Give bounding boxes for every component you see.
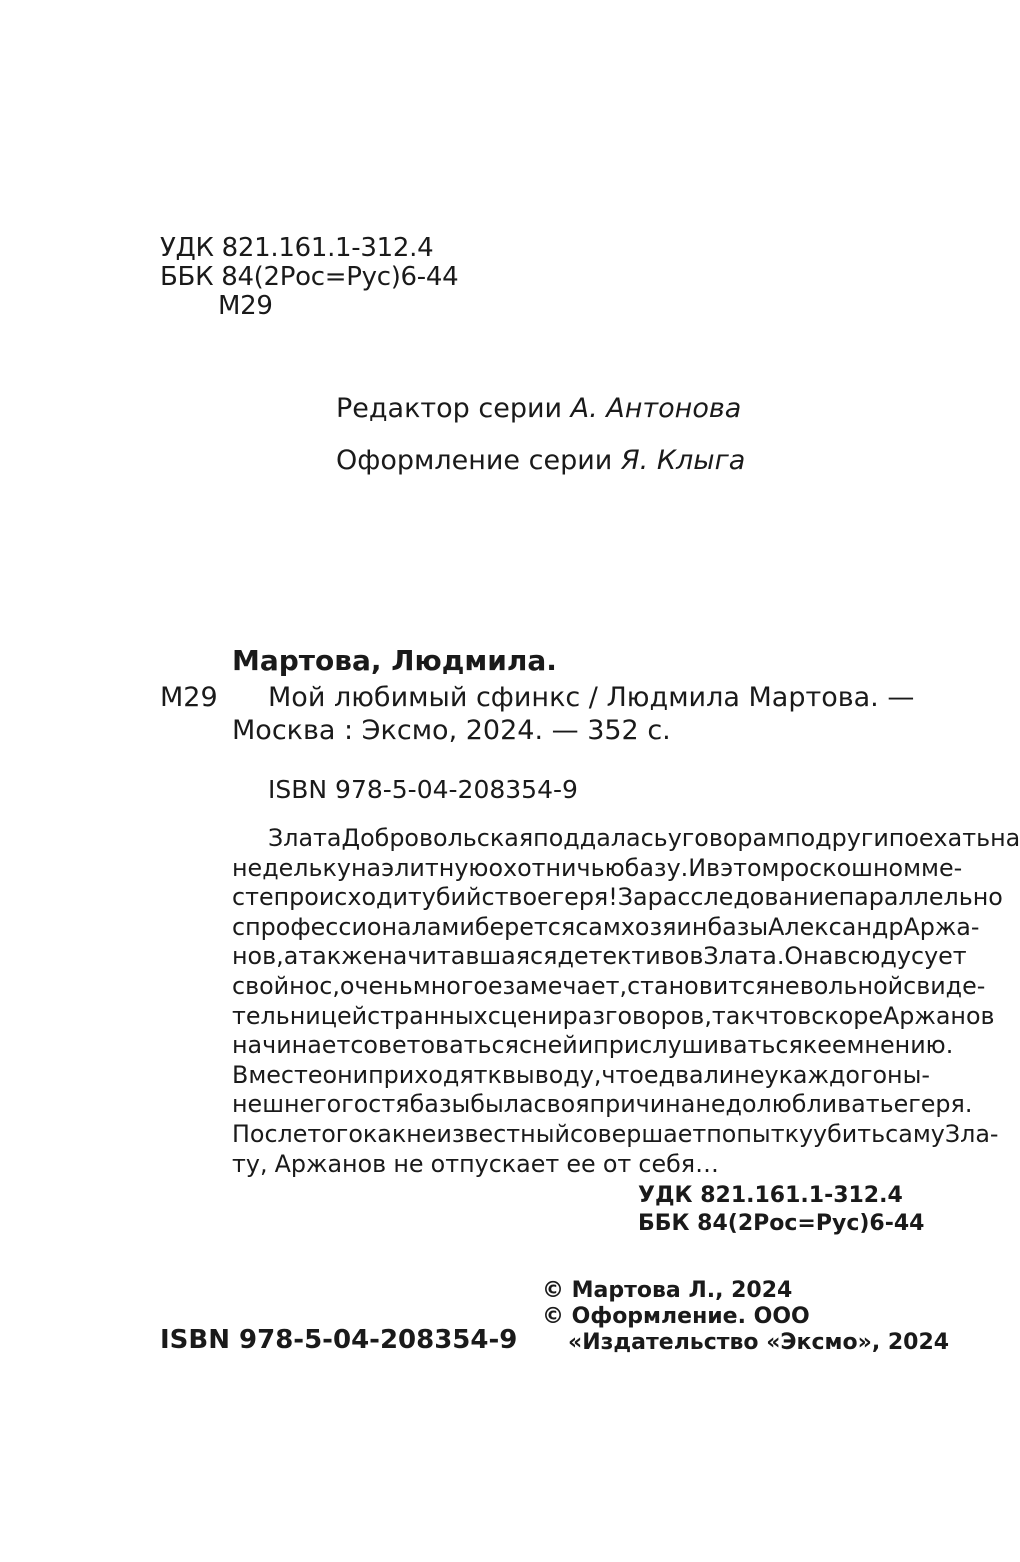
annotation-line: Злата Добровольская поддалась уговорам подруги поехать на [268,824,1020,852]
series-editor-line [336,394,741,424]
series-editor-name: А. Антонова [570,393,742,424]
isbn-bottom: ISBN 978-5-04-208354-9 [160,1325,518,1355]
copyright-design: © Оформление. ООО [542,1304,810,1329]
bbk-top: ББК 84(2Рос=Рус)6-44 [160,262,459,292]
bib-title-line: Мой любимый сфинкс / Людмила Мартова. — [268,682,915,713]
author-code-top: М29 [218,291,273,321]
copyright-publisher: «Издательство «Эксмо», 2024 [568,1330,950,1355]
udk-bottom: УДК 821.161.1-312.4 [638,1183,903,1208]
annotation-line: с профессионалами берется сам хозяин базы Александр Аржа- [232,912,980,941]
annotation-line: нов, а также начитавшаяся детективов Злата. Она всюду сует [232,942,967,971]
annotation-line: свой нос, очень многое замечает, становится невольной свиде- [232,971,986,1000]
udk-top: УДК 821.161.1-312.4 [160,233,434,263]
bbk-bottom: ББК 84(2Рос=Рус)6-44 [638,1211,925,1236]
bib-author: Мартова, Людмила. [232,644,557,677]
annotation-line: нешнего гостя базы была своя причина недолюбливать егеря. [232,1090,973,1119]
bib-imprint-line: Москва : Эксмо, 2024. — 352 с. [232,715,671,746]
annotation-line: ту, Аржанов не отпускает ее от себя… [232,1149,719,1178]
series-design-label: Оформление серии [336,445,613,476]
series-design-line [336,446,745,476]
series-editor-label: Редактор серии [336,393,563,424]
annotation-line: тельницей странных сцен и разговоров, так что вскоре Аржанов [232,1001,995,1030]
annotation-line: начинает советоваться с ней и прислушиваться к ее мнению. [232,1031,954,1060]
annotation-line: После того как неизвестный совершает попытку убить саму Зла- [232,1119,999,1148]
annotation-line: сте происходит убийство егеря! За расследование параллельно [232,883,1003,912]
series-design-name: Я. Клыга [620,445,746,476]
annotation-line: Вместе они приходят к выводу, что едва ли не у каждого ны- [232,1060,930,1089]
annotation-paragraph [232,824,1020,1179]
bib-author-code: М29 [160,682,218,713]
bib-isbn: ISBN 978-5-04-208354-9 [268,775,578,804]
annotation-line: недельку на элитную охотничью базу. И в этом роскошном ме- [232,853,963,882]
copyright-author: © Мартова Л., 2024 [542,1278,793,1303]
